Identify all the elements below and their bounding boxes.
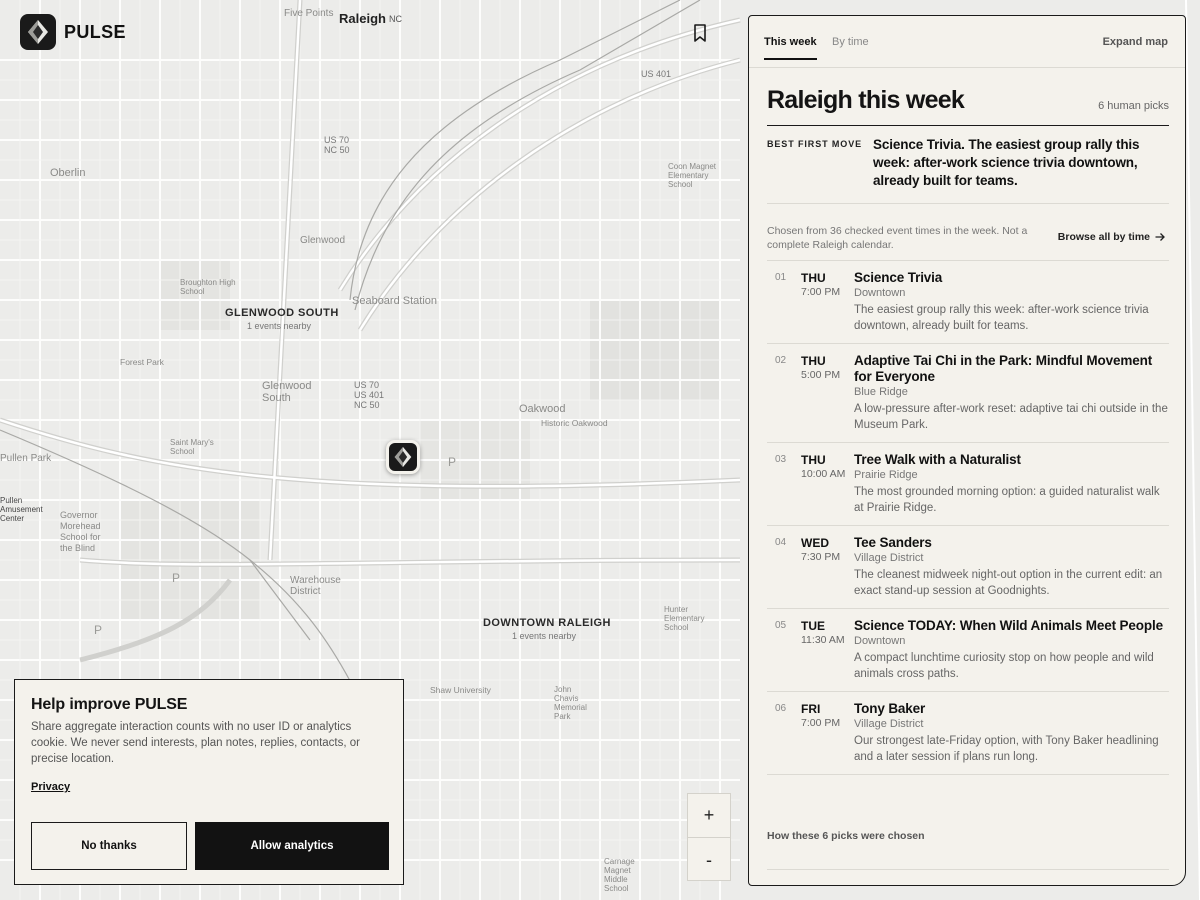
- event-location: Village District: [854, 552, 924, 564]
- map-label-broughton: Broughton High School: [180, 278, 236, 296]
- map-label-seaboard: Seaboard Station: [352, 295, 438, 307]
- best-label: BEST FIRST MOVE: [767, 139, 863, 149]
- arrow-right-icon: [1154, 231, 1166, 243]
- divider: [767, 869, 1169, 870]
- picks-count: 6 human picks: [1098, 100, 1169, 112]
- map-label-pullen: Pullen Park: [0, 453, 52, 464]
- event-day: THU: [801, 271, 826, 285]
- event-item[interactable]: [767, 343, 1169, 442]
- event-day: THU: [801, 453, 826, 467]
- area-label-downtown[interactable]: DOWNTOWN RALEIGH: [483, 617, 611, 629]
- event-item[interactable]: [767, 260, 1169, 343]
- picks-panel: [748, 15, 1186, 886]
- event-location: Prairie Ridge: [854, 469, 918, 481]
- map-label-coon: Coon Magnet Elementary School: [668, 162, 717, 189]
- event-item[interactable]: [767, 525, 1169, 608]
- event-time: 7:00 PM: [801, 286, 841, 298]
- allow-analytics-button[interactable]: Allow analytics: [195, 822, 389, 870]
- panel-header: [767, 86, 1169, 115]
- area-label-glenwood-south[interactable]: GLENWOOD SOUTH: [225, 307, 339, 319]
- map-label-pullen-amusement: Pullen Amusement Center: [0, 496, 43, 523]
- event-number: 03: [775, 454, 787, 465]
- area-count-downtown: 1 events nearby: [512, 631, 577, 641]
- map-label-nc50: NC 50: [324, 145, 350, 155]
- event-time: 7:00 PM: [801, 717, 841, 729]
- event-list: [767, 260, 1169, 775]
- consent-title: Help improve PULSE: [31, 696, 188, 713]
- event-title[interactable]: Tree Walk with a Naturalist: [854, 452, 1021, 467]
- map-label-hunter: Hunter Elementary School: [664, 605, 705, 632]
- browse-all-link[interactable]: [1058, 231, 1166, 243]
- event-title[interactable]: Tee Sanders: [854, 535, 932, 550]
- map-label-us401: US 401: [641, 69, 672, 79]
- event-time: 7:30 PM: [801, 551, 841, 563]
- brand[interactable]: [20, 14, 126, 50]
- svg-text:P: P: [172, 571, 181, 585]
- chosen-note: Chosen from 36 checked event times in the week. Not a complete Raleigh calendar.: [767, 225, 1028, 251]
- no-thanks-button[interactable]: No thanks: [31, 822, 187, 870]
- event-location: Downtown: [854, 287, 906, 299]
- how-picks-chosen-link[interactable]: How these 6 picks were chosen: [767, 830, 925, 842]
- event-time: 5:00 PM: [801, 369, 841, 381]
- best-text: Science Trivia. The easiest group rally this week: after-work science trivia downtown, already built for teams.: [873, 137, 1140, 188]
- divider: [767, 203, 1169, 204]
- map-label-glenwood: Glenwood: [300, 235, 346, 246]
- zoom-out-button[interactable]: -: [706, 849, 712, 870]
- event-location: Blue Ridge: [854, 386, 908, 398]
- map-label-governor: Governor Morehead School for the Blind: [60, 510, 101, 553]
- map-label-nc50b: NC 50: [354, 400, 380, 410]
- diamond-logo-icon: [20, 14, 56, 50]
- event-title[interactable]: Science TODAY: When Wild Animals Meet People: [854, 618, 1164, 633]
- map-label-warehouse: Warehouse District: [290, 575, 341, 597]
- page-title: Raleigh this week: [767, 86, 965, 114]
- event-description: Our strongest late-Friday option, with Tony Baker headlining and a later session if plans run long.: [854, 735, 1159, 763]
- map-label-glenwood-south-place: Glenwood South: [262, 380, 312, 404]
- event-number: 02: [775, 355, 787, 366]
- divider: [767, 774, 1169, 775]
- analytics-consent-dialog: [14, 679, 404, 885]
- tab-by-time[interactable]: By time: [832, 36, 869, 48]
- map-state-label: NC: [389, 14, 402, 24]
- map-label-st-marys: Saint Mary's School: [170, 438, 214, 456]
- zoom-in-button[interactable]: +: [688, 794, 730, 838]
- browse-label: Browse all by time: [1057, 231, 1150, 243]
- panel-tabs: [749, 16, 1185, 68]
- bookmark-icon[interactable]: [690, 22, 710, 44]
- expand-map-button[interactable]: Expand map: [1102, 36, 1168, 48]
- event-number: 04: [775, 537, 787, 548]
- event-time: 11:30 AM: [801, 634, 845, 646]
- map-city-label: Raleigh: [339, 11, 386, 26]
- event-title[interactable]: Tony Baker: [854, 701, 926, 716]
- event-item[interactable]: [767, 691, 1169, 774]
- event-description: The cleanest midweek night-out option in the current edit: an exact stand-up session at Goodnights.: [854, 569, 1163, 597]
- event-number: 01: [775, 272, 787, 283]
- map-label-us401b: US 401: [354, 390, 385, 400]
- event-description: A compact lunchtime curiosity stop on how people and wild animals cross paths.: [854, 652, 1154, 680]
- event-title[interactable]: Adaptive Tai Chi in the Park: Mindful Movement for Everyone: [854, 353, 1153, 384]
- map-label-oberlin: Oberlin: [50, 167, 86, 179]
- event-day: THU: [801, 354, 826, 368]
- area-count-glenwood-south: 1 events nearby: [247, 321, 312, 331]
- event-location: Downtown: [854, 635, 906, 647]
- event-description: A low-pressure after-work reset: adaptive tai chi outside in the Museum Park.: [854, 403, 1168, 431]
- map-label-chavis: John Chavis Memorial Park: [554, 685, 587, 721]
- divider: [767, 125, 1169, 126]
- event-day: FRI: [801, 702, 821, 716]
- map-label-carnage: Carnage Magnet Middle School: [604, 857, 635, 893]
- svg-text:P: P: [448, 455, 457, 469]
- zoom-control: [687, 793, 731, 881]
- map-label-us70: US 70: [324, 135, 350, 145]
- brand-name: PULSE: [64, 21, 126, 42]
- diamond-marker-icon: [393, 446, 413, 468]
- map-label-us70b: US 70: [354, 380, 380, 390]
- privacy-link[interactable]: Privacy: [31, 781, 71, 793]
- svg-text:P: P: [94, 623, 103, 637]
- event-item[interactable]: [767, 442, 1169, 525]
- event-marker[interactable]: [386, 440, 420, 474]
- event-description: The most grounded morning option: a guided naturalist walk at Prairie Ridge.: [854, 486, 1160, 514]
- map-label-historic-oakwood: Historic Oakwood: [541, 418, 608, 428]
- event-number: 06: [775, 703, 787, 714]
- event-time: 10:00 AM: [801, 468, 846, 480]
- event-location: Village District: [854, 718, 924, 730]
- event-description: The easiest group rally this week: after-work science trivia downtown, already built for teams.: [854, 304, 1149, 332]
- event-item[interactable]: [767, 608, 1169, 691]
- event-day: TUE: [801, 619, 825, 633]
- event-number: 05: [775, 620, 787, 631]
- map-label-five-points: Five Points: [284, 8, 334, 19]
- map-label-shaw: Shaw University: [430, 685, 491, 695]
- event-title[interactable]: Science Trivia: [854, 270, 943, 285]
- map-label-forest-park: Forest Park: [120, 357, 164, 367]
- map-label-oakwood: Oakwood: [519, 403, 566, 415]
- tab-this-week[interactable]: This week: [764, 36, 817, 48]
- consent-buttons: [31, 822, 389, 870]
- consent-text: Share aggregate interaction counts with no user ID or analytics cookie. We never send interests, plan notes, replies, contacts, or precise location.: [31, 721, 360, 765]
- event-day: WED: [801, 536, 829, 550]
